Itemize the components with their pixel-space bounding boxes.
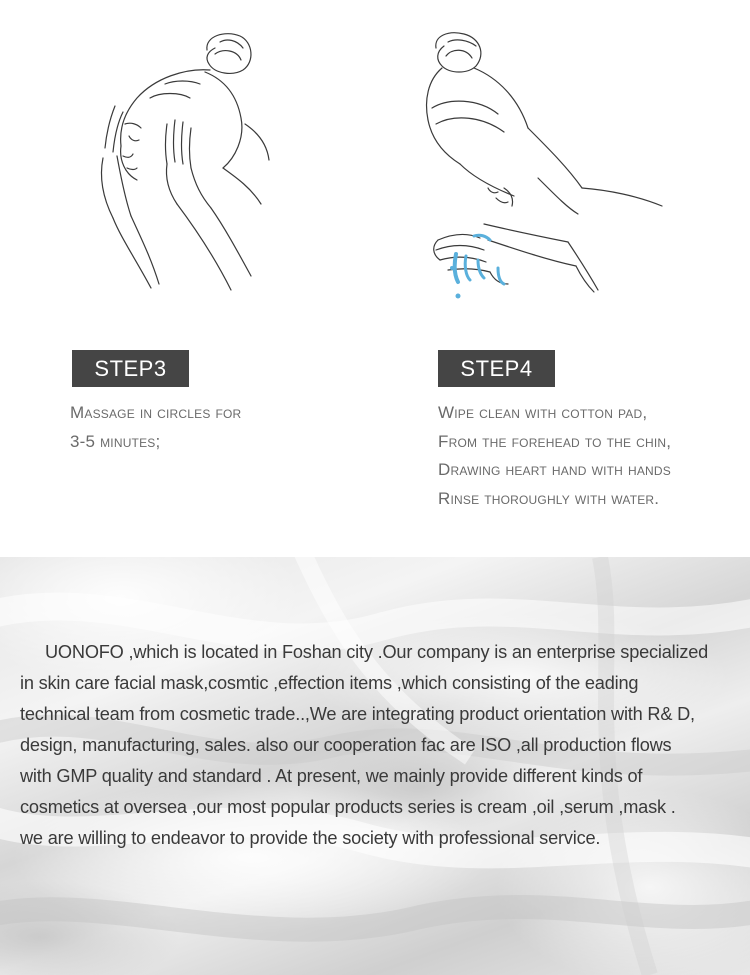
step4-line: Rinse thoroughly with water. xyxy=(438,488,660,508)
step3-line: Massage in circles for xyxy=(70,403,242,422)
step3-badge: STEP3 xyxy=(72,350,189,387)
step4-line: Wipe clean with cotton pad, xyxy=(438,403,648,422)
about-line: in skin care facial mask,cosmtic ,effection items ,which consisting of the eading xyxy=(20,673,639,693)
company-description xyxy=(20,637,740,854)
woman-rinsing-face-illustration xyxy=(418,28,678,323)
step3-line: 3-5 minutes; xyxy=(70,431,161,451)
step4-line: From the forehead to the chin, xyxy=(438,431,672,451)
step4-description xyxy=(438,399,671,513)
step4-line: Drawing heart hand with hands xyxy=(438,460,671,479)
about-line: UONOFO ,which is located in Foshan city .Our company is an enterprise specialized xyxy=(45,642,709,662)
woman-massaging-face-illustration xyxy=(55,28,295,313)
step3-description xyxy=(70,399,241,456)
about-line: cosmetics at oversea ,our most popular products series is cream ,oil ,serum ,mask . xyxy=(20,797,676,817)
company-about-section xyxy=(0,557,750,975)
about-line: design, manufacturing, sales. also our cooperation fac are ISO ,all production flows xyxy=(20,735,672,755)
about-line: we are willing to endeavor to provide the society with professional service. xyxy=(20,828,601,848)
step4-badge: STEP4 xyxy=(438,350,555,387)
about-line: technical team from cosmetic trade..,We are integrating product orientation with R& D, xyxy=(20,704,695,724)
about-line: with GMP quality and standard . At present, we mainly provide different kinds of xyxy=(20,766,643,786)
